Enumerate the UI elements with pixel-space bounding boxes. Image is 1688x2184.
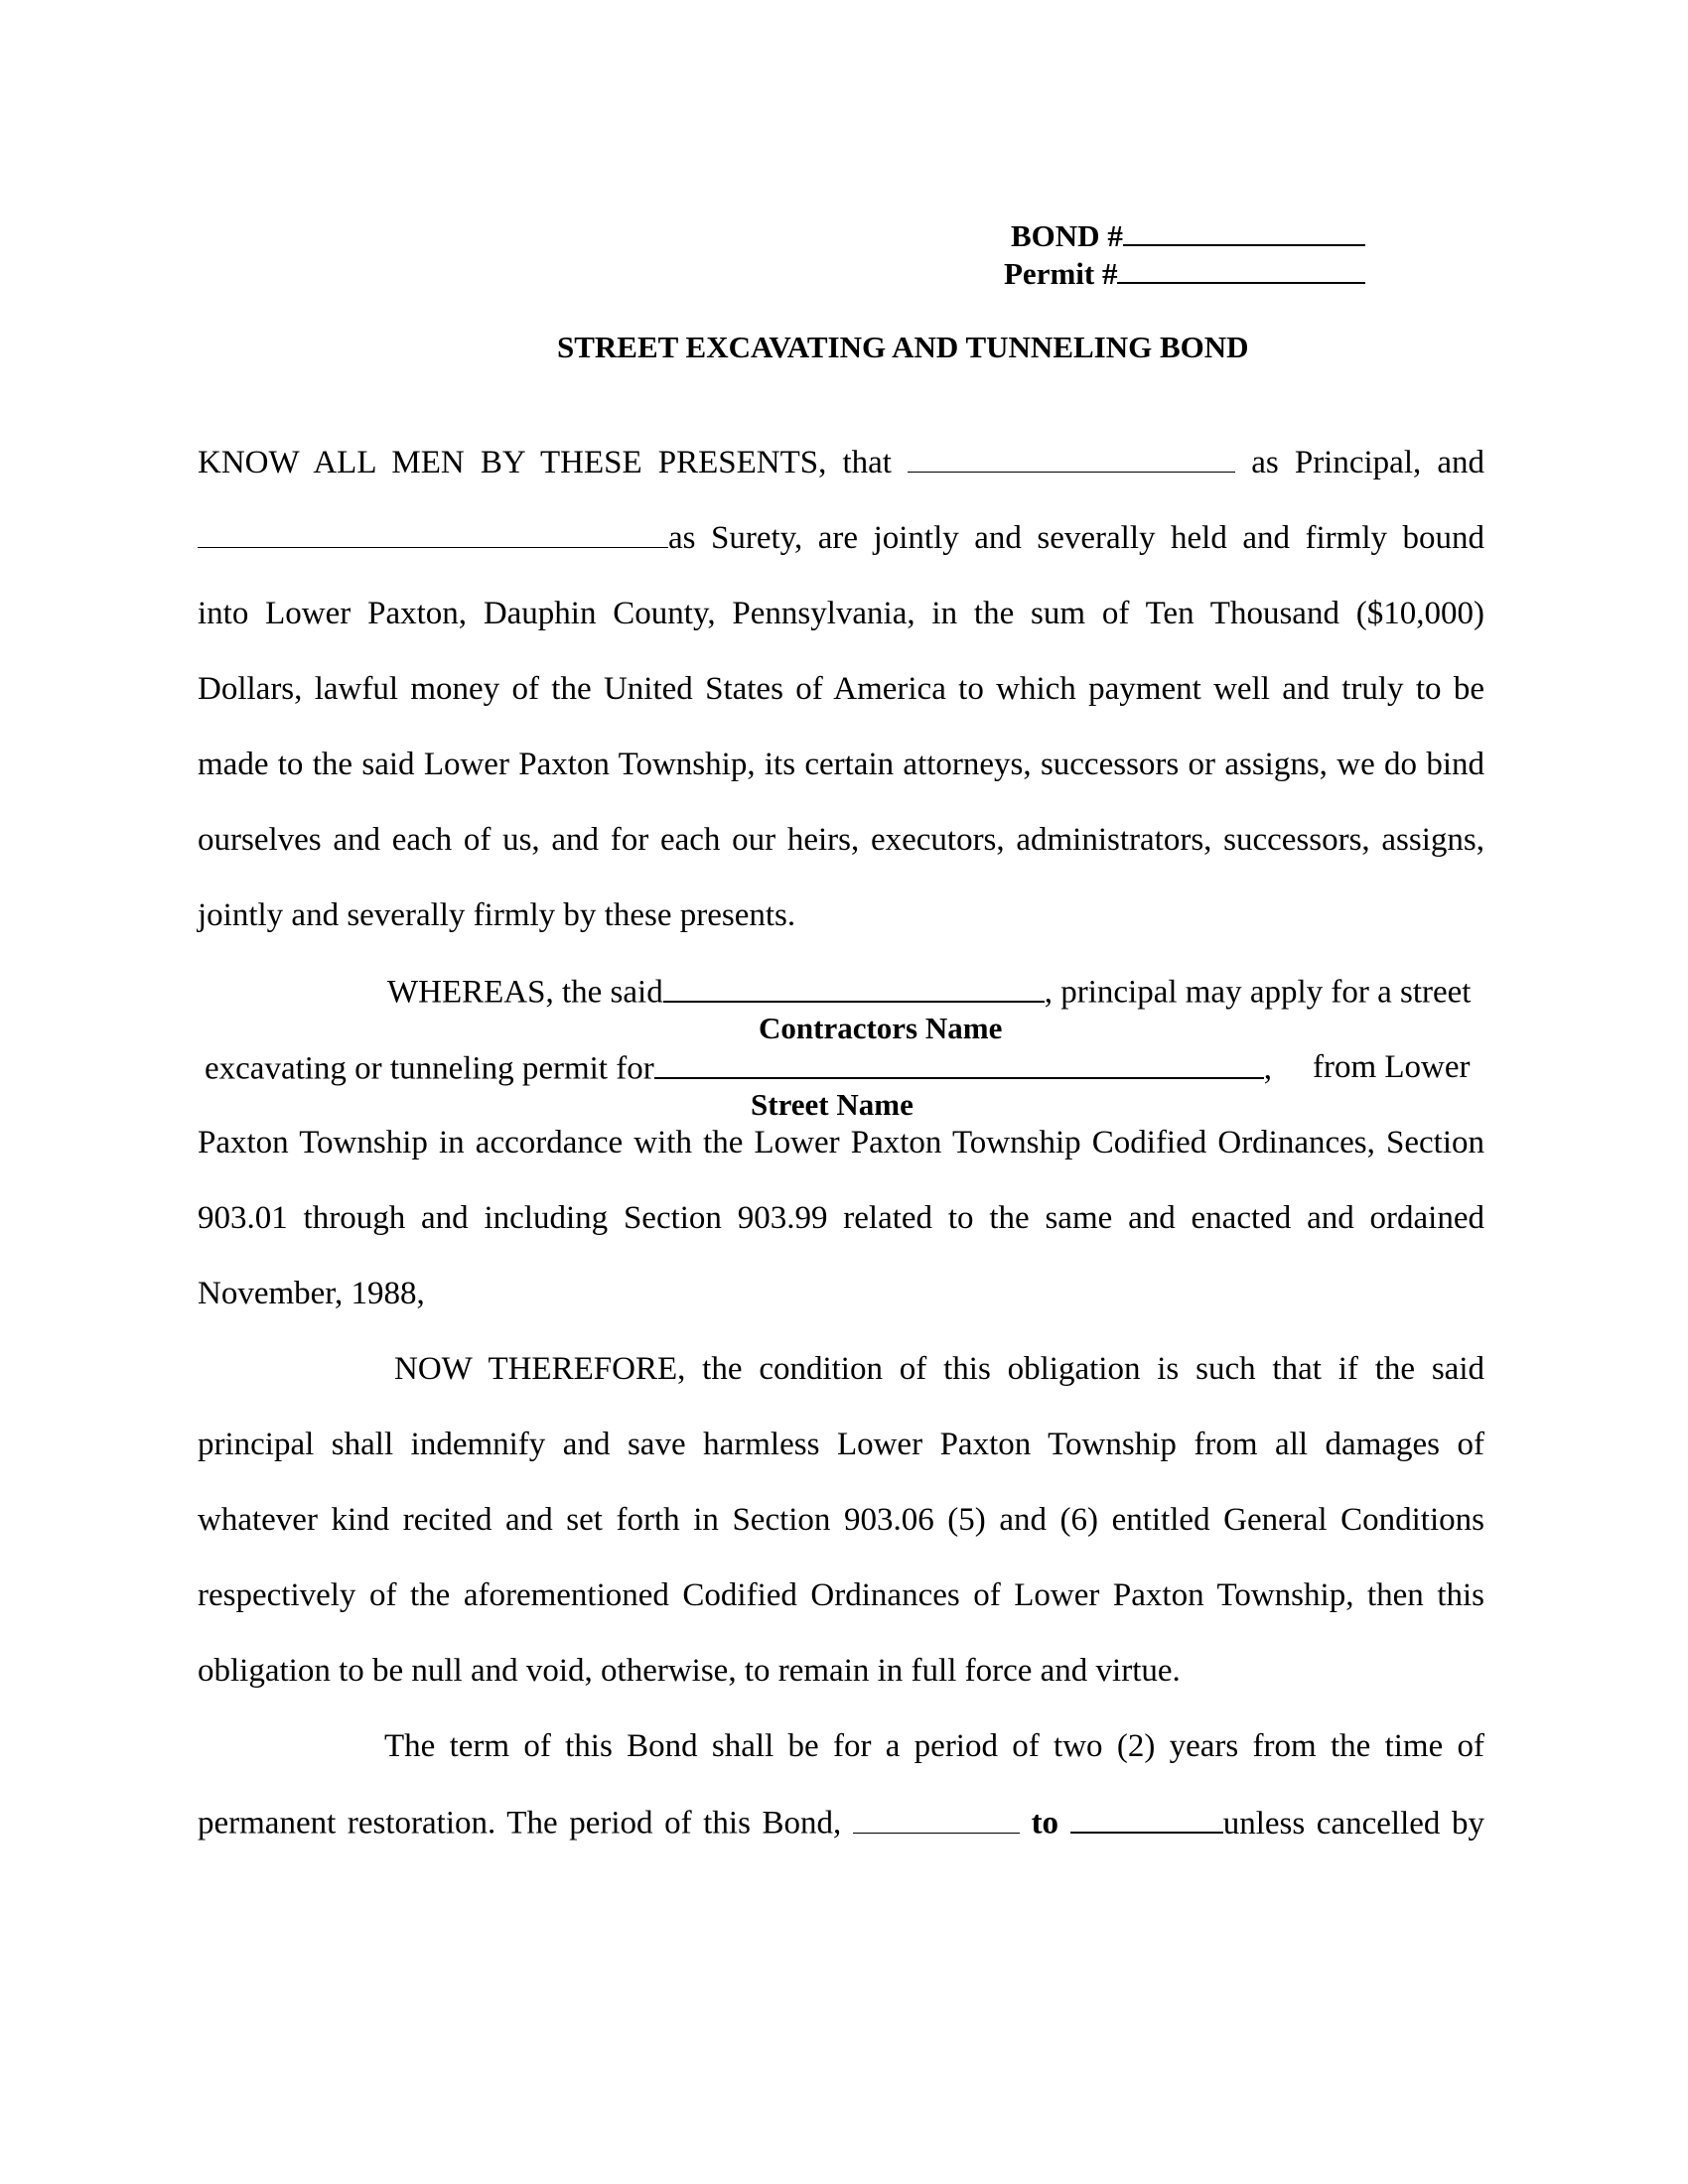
street-name-caption: Street Name — [751, 1087, 914, 1122]
p3-line1: NOW THEREFORE, the condition of this obligation is such that if the said — [394, 1351, 1484, 1387]
p4-line2-end: unless cancelled by — [1070, 1806, 1484, 1842]
bond-number-label: BOND # — [1011, 217, 1123, 253]
bond-period-start-blank[interactable] — [853, 1813, 1020, 1834]
p4-line2: permanent restoration. The period of this Bond, to unless cancelled by — [198, 1802, 1484, 1843]
bond-number-field — [1011, 216, 1365, 255]
permit-number-blank[interactable] — [1117, 254, 1365, 284]
contractor-name-caption: Contractors Name — [759, 1011, 1003, 1045]
street-name-blank[interactable] — [654, 1047, 1264, 1079]
p2-line2-end: from Lower — [1313, 1049, 1471, 1085]
bond-period-to: to — [1031, 1805, 1059, 1842]
p1-line2 — [198, 518, 1484, 558]
p2-line5: November, 1988, — [198, 1276, 425, 1311]
p1-line1: KNOW ALL MEN BY THESE PRESENTS, that as Principal, and — [198, 445, 1484, 480]
p1-line3: into Lower Paxton, Dauphin County, Pennsylvania, in the sum of Ten Thousand ($10,000) — [198, 596, 1484, 631]
p3-line4: respectively of the aforementioned Codified Ordinances of Lower Paxton Township, then this — [198, 1577, 1484, 1613]
p2-line4: 903.01 through and including Section 903.99 related to the same and enacted and ordained — [198, 1200, 1484, 1236]
contractor-name-blank[interactable] — [663, 971, 1045, 1003]
document-title: STREET EXCAVATING AND TUNNELING BOND — [557, 330, 1249, 364]
p1-line2-group: as Surety, are jointly and severally held and firmly bound — [198, 520, 1484, 556]
p1-line7: jointly and severally firmly by these presents. — [198, 897, 796, 933]
p4-line1: The term of this Bond shall be for a period of two (2) years from the time of — [384, 1728, 1484, 1764]
p1-line4: Dollars, lawful money of the United States of America to which payment well and truly to be — [198, 671, 1484, 707]
p1-line5: made to the said Lower Paxton Township, its certain attorneys, successors or assigns, we do bind — [198, 747, 1484, 782]
p2-line1: WHEREAS, the said , principal may apply for a street — [387, 971, 1471, 1013]
bond-period-end-blank[interactable] — [1070, 1802, 1223, 1834]
p3-line2: principal shall indemnify and save harmless Lower Paxton Township from all damages of — [198, 1427, 1484, 1462]
p3-line3: whatever kind recited and set forth in Section 903.06 (5) and (6) entitled General Conditions — [198, 1502, 1484, 1538]
permit-number-label: Permit # — [1004, 255, 1118, 291]
bond-number-blank[interactable] — [1123, 216, 1365, 246]
principal-name-blank[interactable] — [908, 452, 1235, 473]
p2-line3: Paxton Township in accordance with the Lower Paxton Township Codified Ordinances, Section — [198, 1125, 1484, 1160]
surety-name-blank[interactable] — [198, 527, 668, 548]
permit-number-field — [1004, 254, 1365, 293]
p1-line6: ourselves and each of us, and for each our heirs, executors, administrators, successors, assigns, — [198, 822, 1484, 858]
p2-line2: excavating or tunneling permit for , — [205, 1047, 1272, 1089]
p3-line5: obligation to be null and void, otherwise, to remain in full force and virtue. — [198, 1653, 1181, 1689]
